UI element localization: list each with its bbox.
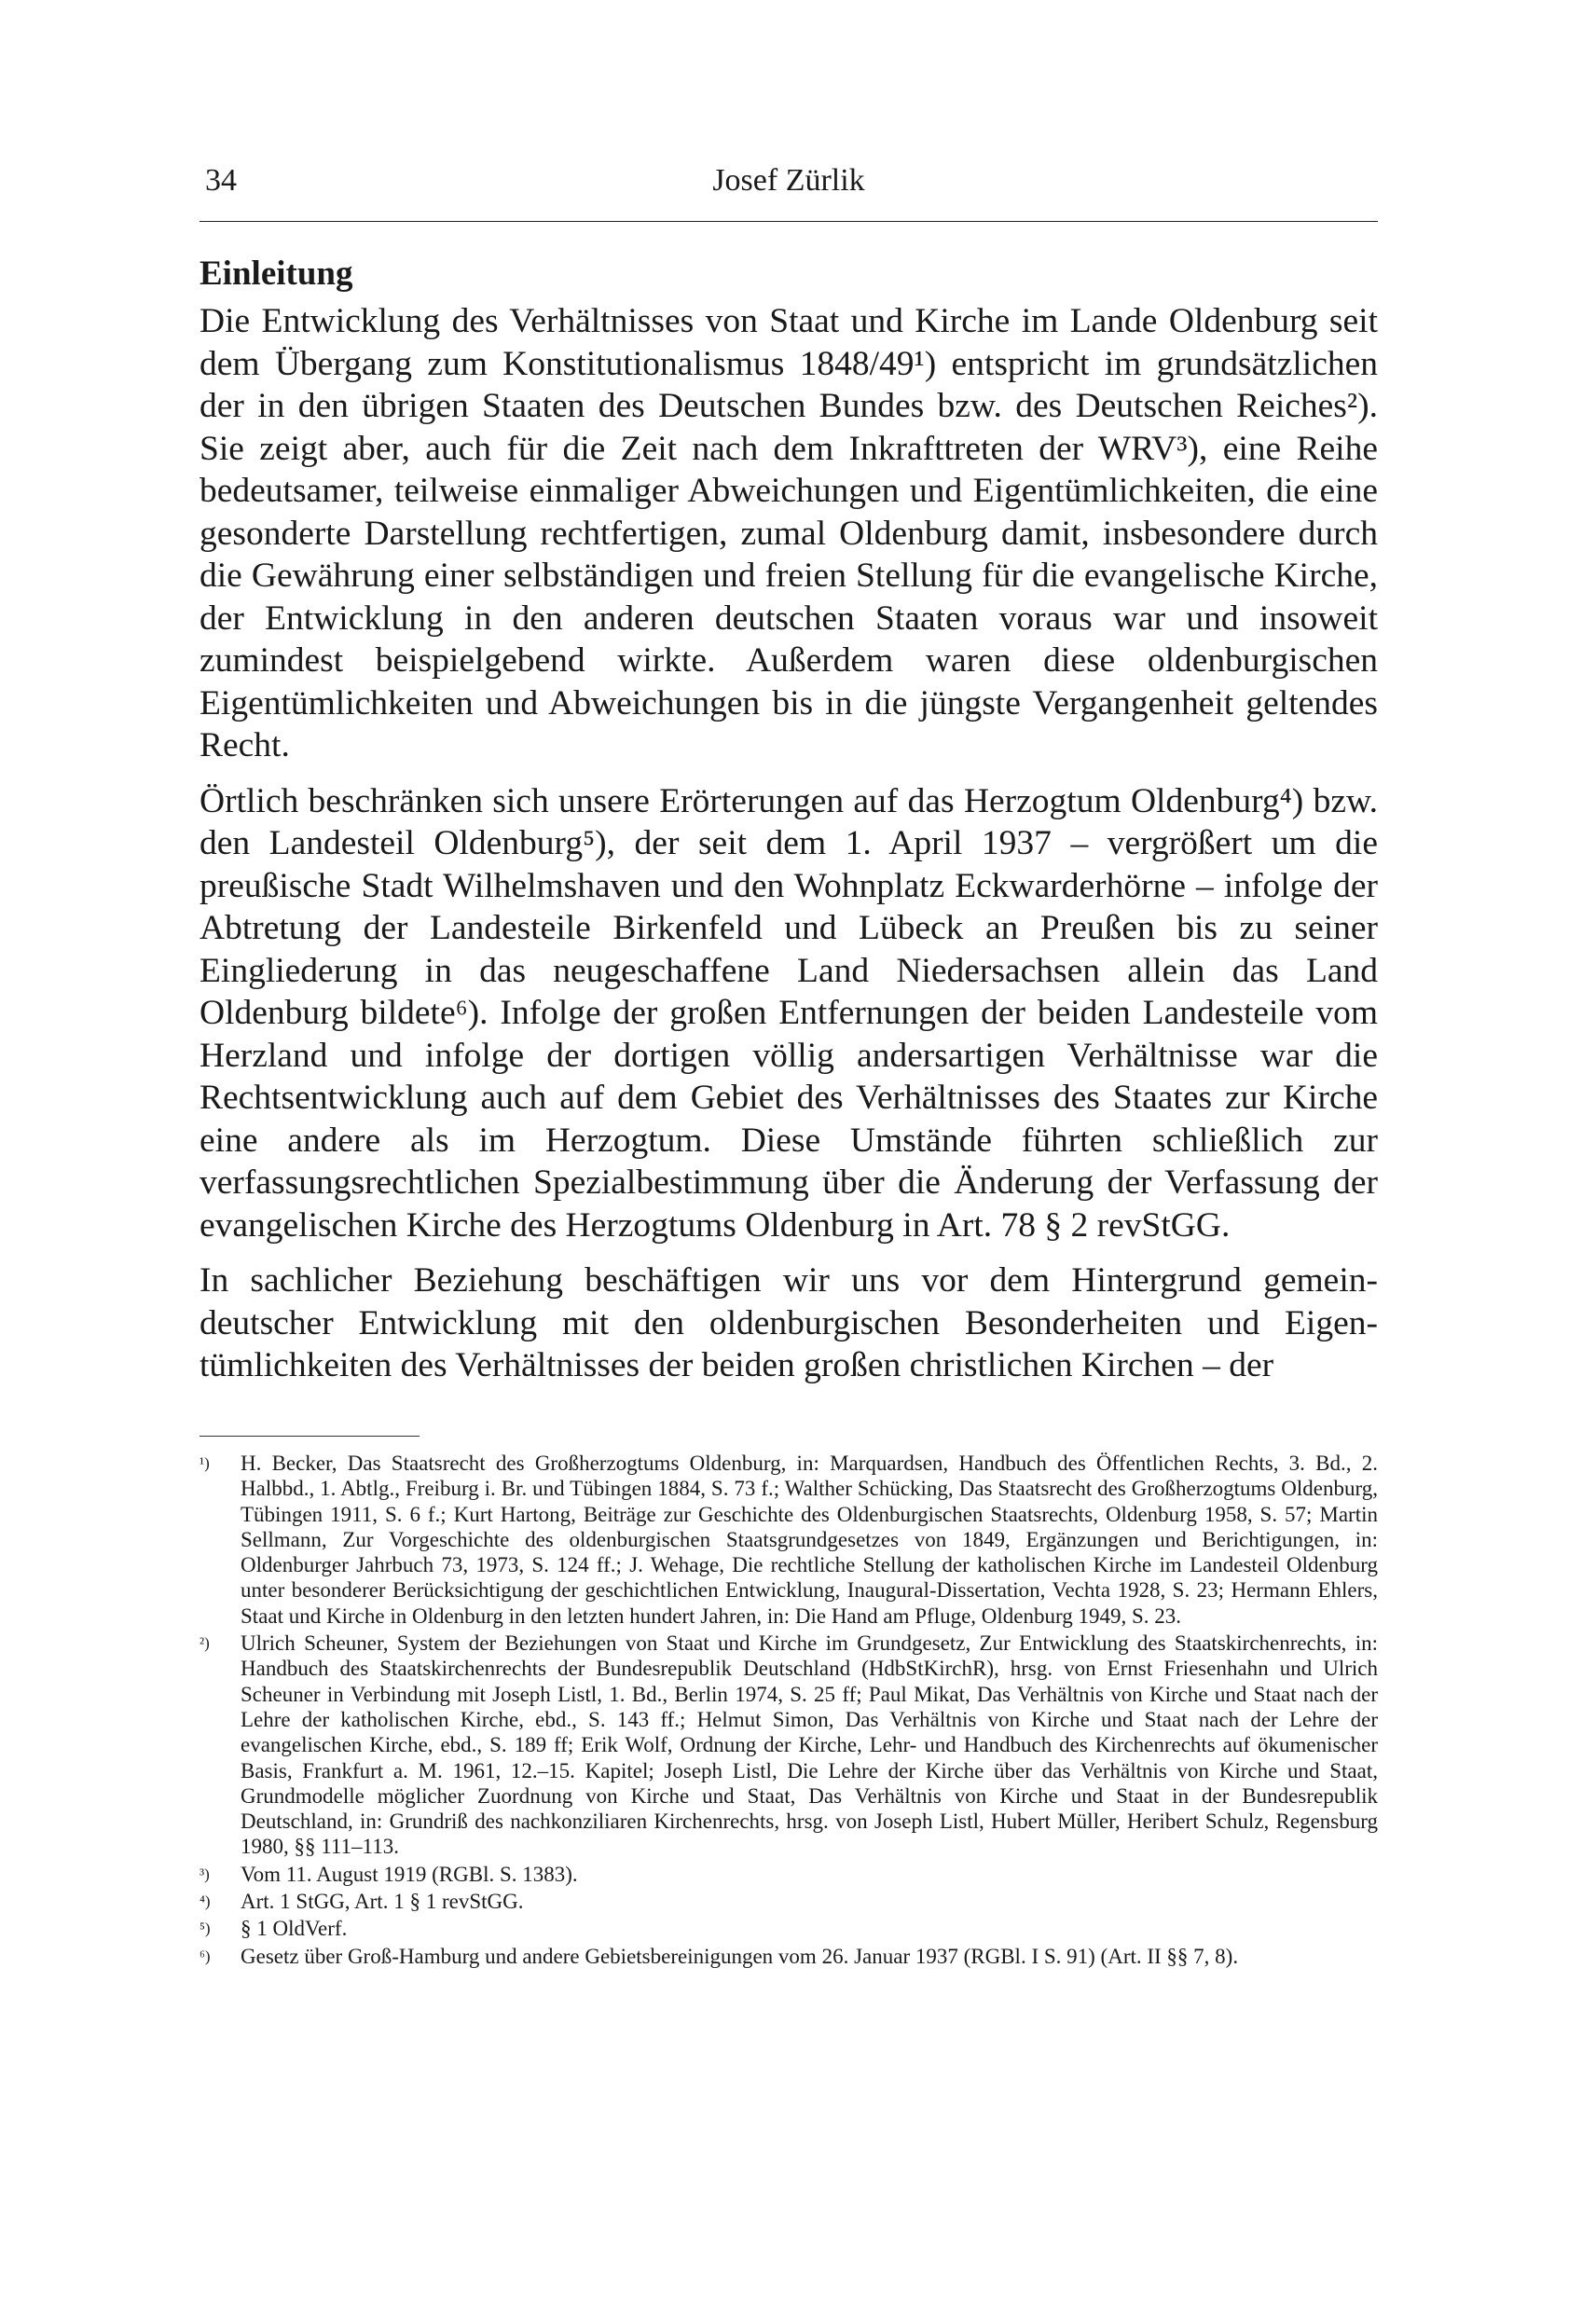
footnote-text: Ulrich Scheuner, System der Beziehungen von Staat und Kirche im Grundgesetz, Zur Entwicklung des Staatskirchenrechts, in: Handbuch des Staatskirchenrechts der Bundesrepublik Deutschland (HdbStKirchR), hrsg. von Ernst Friesenhahn und Ulrich Scheuner in Verbindung mit Joseph Listl, 1. Bd., Berlin 1974, S. 25 ff; Paul Mikat, Das Verhältnis von Kirche und Staat nach der Lehre der katholischen Kirche, ebd., S. 143 ff.; Helmut Simon, Das Verhältnis von Kirche und Staat nach der Lehre der evangelischen Kirche, ebd., S. 189 ff; Erik Wolf, Ordnung der Kirche, Lehr- und Handbuch des Kirchenrechts auf ökumenischer Basis, Frankfurt a. M. 1961, 12.–15. Kapitel; Joseph Listl, Die Lehre der Kirche über das Verhältnis von Kirche und Staat, Grundmodelle möglicher Zuordnung von Kirche und Staat, Das Verhältnis von Kirche und Staat in der Bundesrepublik Deutschland, in: Grundriß des nachkonziliaren Kirchenrechts, hrsg. von Joseph Listl, Hubert Müller, Heribert Schulz, Regensburg 1980, §§ 111–113.	[241, 1631, 1378, 1859]
paragraph: Örtlich beschränken sich unsere Erörterungen auf das Herzogtum Oldenburg⁴) bzw. den Landesteil Oldenburg⁵), der seit dem 1. April 1937 – vergrößert um die preußische Stadt Wilhelmshaven und den Wohnplatz Eckwarderhörne – infolge der Abtretung der Landesteile Birkenfeld und Lübeck an Preußen bis zu seiner Eingliederung in das neugeschaffene Land Niedersachsen allein das Land Oldenburg bildete⁶). Infolge der großen Entfernungen der beiden Landesteile vom Herzland und infolge der dortigen völlig andersartigen Verhältnisse war die Rechtsentwicklung auch auf dem Gebiet des Verhältnisses des Staates zur Kirche eine andere als im Herzogtum. Diese Umstände führten schließlich zur verfassungsrechtlichen Spezialbestimmung über die Änderung der Verfassung der evangelischen Kirche des Herzogtums Oldenburg in Art. 78 § 2 revStGG.	[200, 781, 1378, 1245]
running-head-author: Josef Zürlik	[712, 163, 865, 198]
footnote	[200, 1889, 1378, 1914]
body-text	[200, 300, 1378, 1400]
footnote-text: Gesetz über Groß-Hamburg und andere Gebietsbereinigungen vom 26. Januar 1937 (RGBl. I S. 91) (Art. II §§ 7, 8).	[241, 1944, 1239, 1968]
header-rule	[200, 221, 1378, 222]
footnote-mark: ²)	[200, 1634, 210, 1653]
footnote	[200, 1916, 1378, 1941]
footnotes	[200, 1451, 1378, 1971]
footnote	[200, 1631, 1378, 1860]
page-number: 34	[205, 163, 237, 198]
footnote-mark: ⁵)	[200, 1920, 211, 1938]
footnote-mark: ⁶)	[200, 1947, 211, 1965]
footnote-mark: ³)	[200, 1865, 210, 1883]
paragraph: Die Entwicklung des Verhältnisses von Staat und Kirche im Lande Oldenburg seit dem Übergang zum Konstitutionalismus 1848/49¹) entspricht im grundsätzlichen der in den übrigen Staaten des Deutschen Bundes bzw. des Deutschen Reiches²). Sie zeigt aber, auch für die Zeit nach dem Inkrafttreten der WRV³), eine Reihe bedeutsamer, teilweise einmaliger Abweichungen und Eigentümlichkeiten, die eine gesonderte Darstellung rechtfertigen, zumal Oldenburg damit, insbesondere durch die Gewährung einer selbständigen und freien Stellung für die evangelische Kirche, der Entwicklung in den anderen deutschen Staaten voraus war und insoweit zumindest beispielgebend wirkte. Außerdem waren diese oldenburgischen Eigentümlichkeiten und Abweichungen bis in die jüngste Vergangenheit geltendes Recht.	[200, 302, 1378, 764]
paragraph: In sachlicher Beziehung beschäftigen wir uns vor dem Hintergrund gemeindeutscher Entwicklung mit den oldenburgischen Besonderheiten und Eigentümlichkeiten des Verhältnisses der beiden großen christlichen Kirchen – der	[200, 1261, 1378, 1384]
footnote-text: H. Becker, Das Staatsrecht des Großherzogtums Oldenburg, in: Marquardsen, Handbuch des Öffentlichen Rechts, 3. Bd., 2. Halbbd., 1. Abtlg., Freiburg i. Br. und Tübingen 1884, S. 73 f.; Walther Schücking, Das Staatsrecht des Großherzogtums Oldenburg, Tübingen 1911, S. 6 f.; Kurt Hartong, Beiträge zur Geschichte des Oldenburgischen Staatsrechts, Oldenburg 1958, S. 57; Martin Sellmann, Zur Vorgeschichte des oldenburgischen Staatsgrundgesetzes von 1849, Ergänzungen und Berichtigungen, in: Oldenburger Jahrbuch 73, 1973, S. 124 ff.; J. Wehage, Die rechtliche Stellung der katholischen Kirche im Landesteil Oldenburg unter besonderer Berücksichtigung der geschichtlichen Entwicklung, Inaugural-Dissertation, Vechta 1928, S. 23; Hermann Ehlers, Staat und Kirche in Oldenburg in den letzten hundert Jahren, in: Die Hand am Pfluge, Oldenburg 1949, S. 23.	[241, 1452, 1378, 1628]
footnote	[200, 1862, 1378, 1887]
footnote-text: Vom 11. August 1919 (RGBl. S. 1383).	[241, 1862, 578, 1886]
running-head	[200, 160, 1378, 201]
footnote-text: § 1 OldVerf.	[241, 1917, 348, 1941]
footnote	[200, 1944, 1378, 1969]
footnote-mark: ¹)	[200, 1454, 210, 1472]
section-title: Einleitung	[200, 255, 353, 293]
footnote-mark: ⁴)	[200, 1892, 211, 1911]
footnote	[200, 1451, 1378, 1629]
footnote-rule	[200, 1436, 420, 1437]
footnote-text: Art. 1 StGG, Art. 1 § 1 revStGG.	[241, 1890, 524, 1914]
